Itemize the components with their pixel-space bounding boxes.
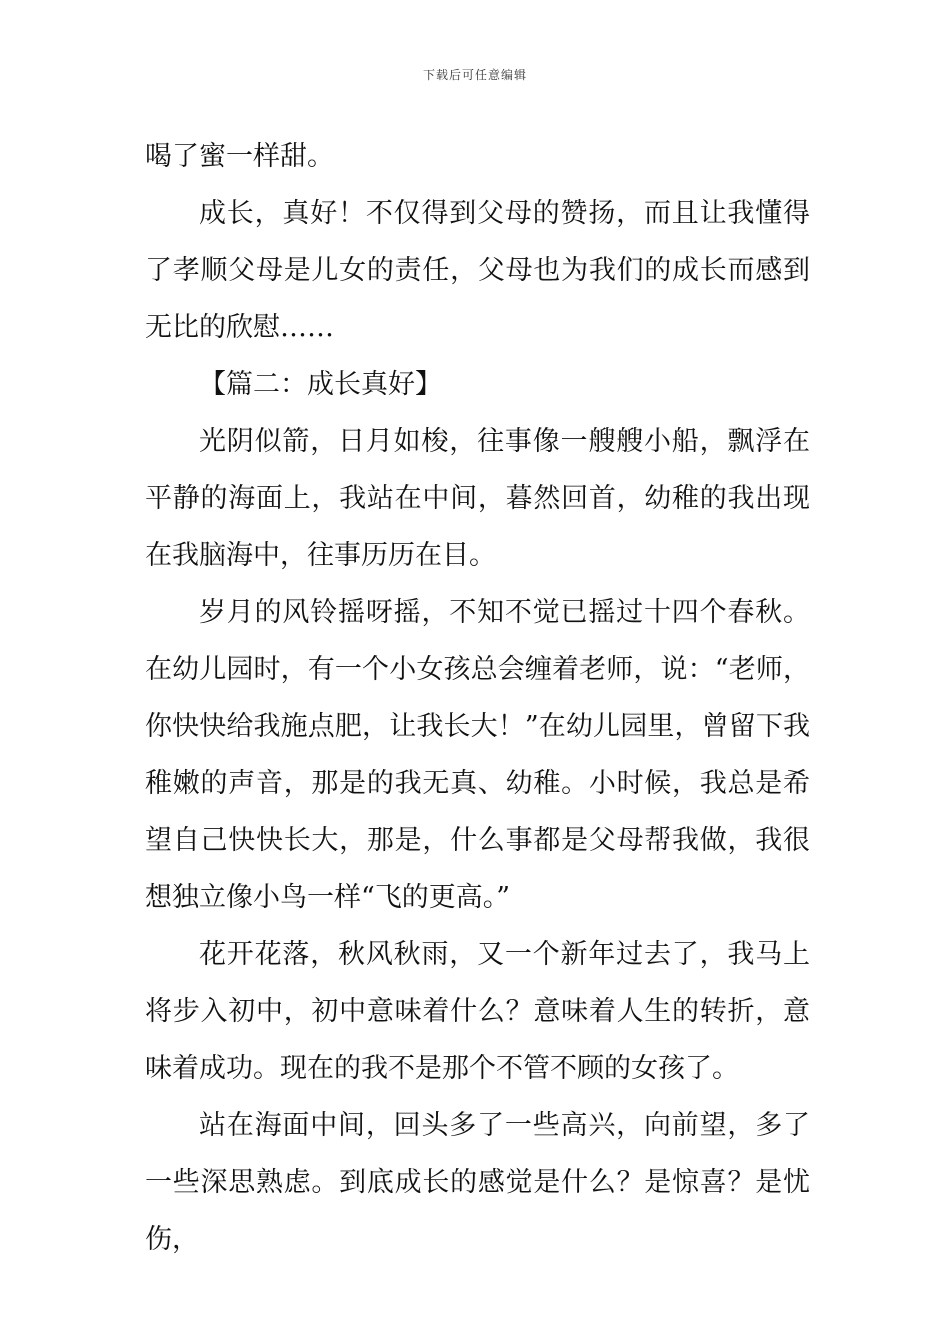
document-body <box>145 128 810 1268</box>
paragraph-continuation: 喝了蜜一样甜。 <box>145 141 334 172</box>
paragraph: 岁月的风铃摇呀摇，不知不觉已摇过十四个春秋。在幼儿园时，有一个小女孩总会缠着老师，说：“老师，你快快给我施点肥，让我长大！”在幼儿园里，曾留下我稚嫩的声音，那是的我无真、幼稚。小时候，我总是希望自己快快长大，那是，什么事都是父母帮我做，我很想独立像小鸟一样“飞的更高。” <box>145 597 810 913</box>
paragraph: 光阴似箭，日月如梭，往事像一艘艘小船，飘浮在平静的海面上，我站在中间，暮然回首，幼稚的我出现在我脑海中，往事历历在目。 <box>145 426 810 571</box>
paragraph: 花开花落，秋风秋雨，又一个新年过去了，我马上将步入初中，初中意味着什么？意味着人生的转折，意味着成功。现在的我不是那个不管不顾的女孩了。 <box>145 939 810 1084</box>
section-heading: 【篇二：成长真好】 <box>199 369 442 400</box>
header-note: 下载后可任意编辑 <box>422 68 527 82</box>
paragraph: 成长，真好！不仅得到父母的赞扬，而且让我懂得了孝顺父母是儿女的责任，父母也为我们的成长而感到无比的欣慰…… <box>145 198 810 343</box>
paragraph: 站在海面中间，回头多了一些高兴，向前望，多了一些深思熟虑。到底成长的感觉是什么？是惊喜？是忧伤， <box>145 1110 810 1255</box>
